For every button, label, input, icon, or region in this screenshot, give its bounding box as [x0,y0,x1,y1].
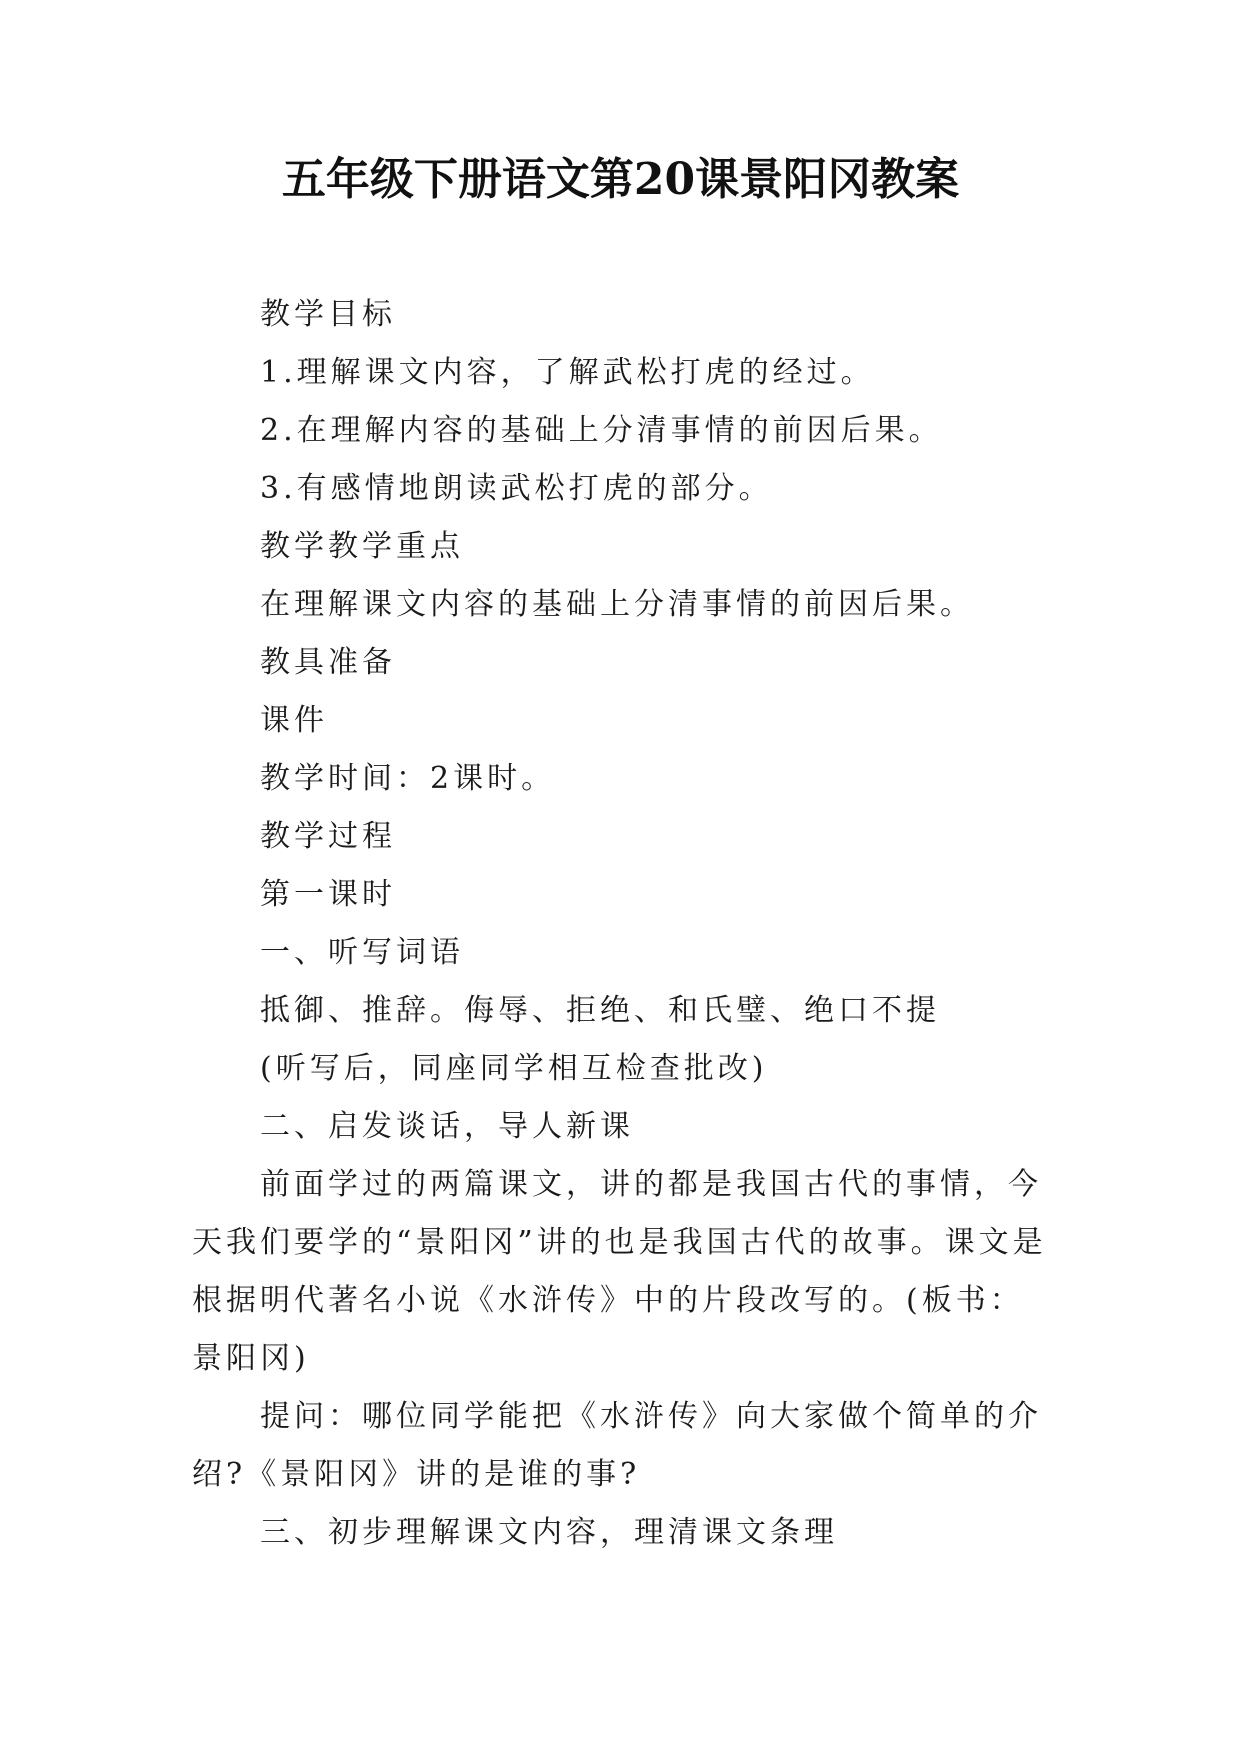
dictation-words: 抵御、推辞。侮辱、拒绝、和氏璧、绝口不提 [260,993,940,1028]
section-heading-objectives: 教学目标 [260,297,396,332]
teaching-time-text: 教学时间：2课时。 [260,761,556,796]
lesson-period-heading: 第一课时 [260,877,396,912]
step-heading: 三、初步理解课文内容，理清课文条理 [260,1515,838,1550]
question-paragraph: 提问：哪位同学能把《水浒传》向大家做个简单的介绍?《景阳冈》讲的是谁的事? [192,1399,1042,1492]
objective-item: 1.理解课文内容，了解武松打虎的经过。 [260,355,875,390]
objective-item: 3.有感情地朗读武松打虎的部分。 [260,471,773,506]
dictation-note: (听写后，同座同学相互检查批改) [260,1051,768,1086]
intro-paragraph: 前面学过的两篇课文，讲的都是我国古代的事情，今天我们要学的“景阳冈”讲的也是我国古代的故事。课文是根据明代著名小说《水浒传》中的片段改写的。(板书：景阳冈) [192,1167,1047,1376]
document-title: 五年级下册语文第20课景阳冈教案 [281,154,960,205]
section-heading-key-points: 教学教学重点 [260,529,464,564]
section-heading-process: 教学过程 [260,819,396,854]
step-heading: 二、启发谈话，导人新课 [260,1109,634,1144]
objective-item: 2.在理解内容的基础上分清事情的前因后果。 [260,413,943,448]
key-point-text: 在理解课文内容的基础上分清事情的前因后果。 [260,587,974,622]
materials-text: 课件 [260,703,328,738]
step-heading: 一、听写词语 [260,935,464,970]
section-heading-materials: 教具准备 [260,645,396,680]
document-body [192,286,1052,1562]
